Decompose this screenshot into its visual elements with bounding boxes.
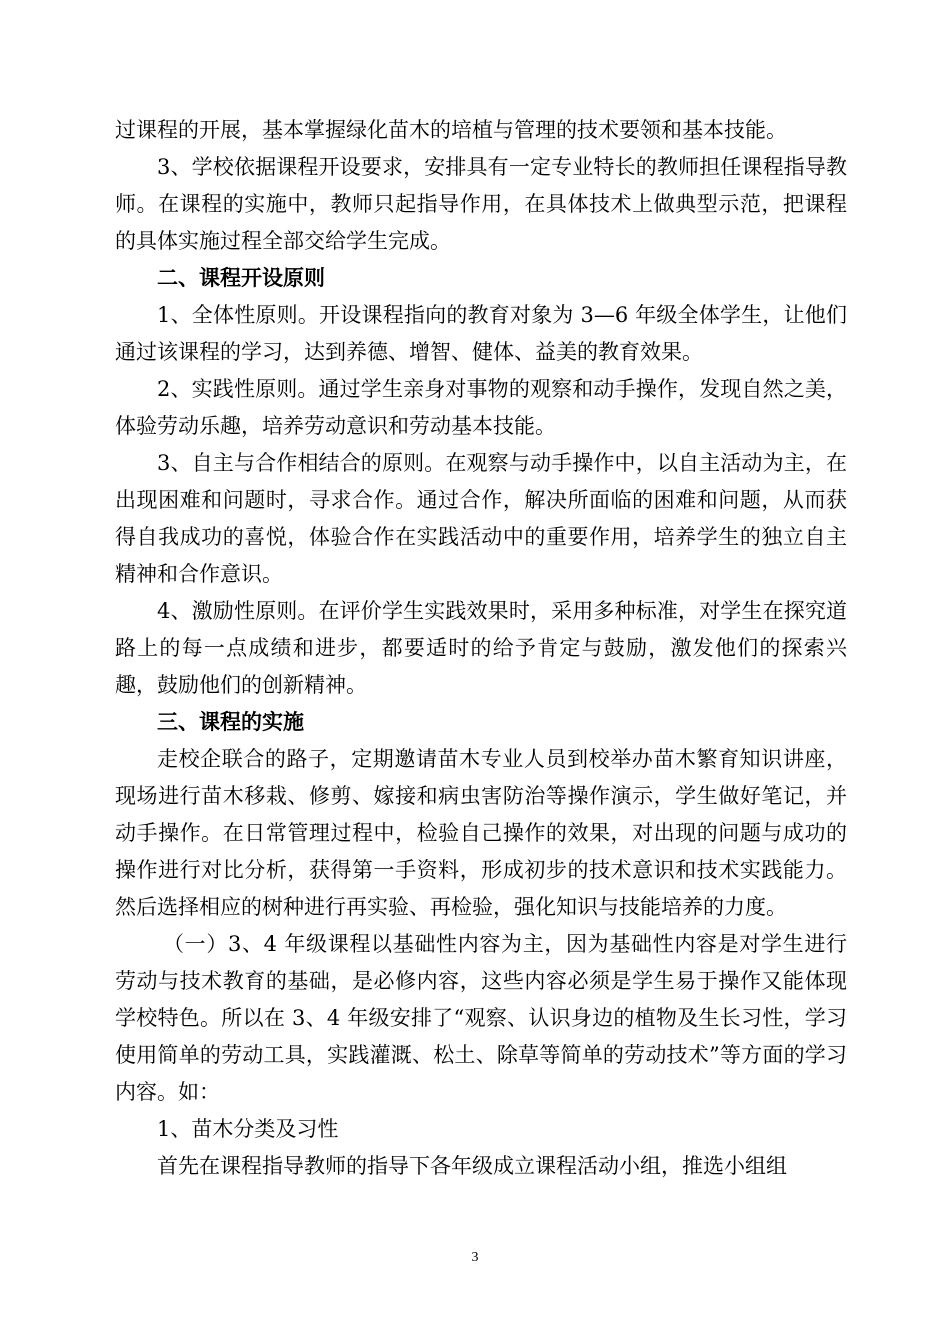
paragraph-principle-1: 1、全体性原则。开设课程指向的教育对象为 3—6 年级全体学生，让他们通过该课程的学习，达到养德、增智、健体、益美的教育效果。: [115, 303, 847, 364]
paragraph-grade-3-4: （一）3、4 年级课程以基础性内容为主，因为基础性内容是对学生进行劳动与技术教育的基础，是必修内容，这些内容必须是学生易于操作又能体现学校特色。所以在 3、4 年级安排了“观察、认识身边的植物及生长习性，学习使用简单的劳动工具，实践灌溉、松土、除草等简单的劳动技术”等方面的学习内容。如：: [115, 932, 847, 1104]
page-number: 3: [471, 1250, 479, 1265]
section-heading-principles: 二、课程开设原则: [157, 266, 325, 290]
subheading-classification: 1、苗木分类及习性: [157, 1117, 339, 1141]
paragraph-principle-2: 2、实践性原则。通过学生亲身对事物的观察和动手操作，发现自然之美，体验劳动乐趣，培养劳动意识和劳动基本技能。: [115, 377, 847, 438]
paragraph-principle-4: 4、激励性原则。在评价学生实践效果时，采用多种标准，对学生在探究道路上的每一点成绩和进步，都要适时的给予肯定与鼓励，激发他们的探索兴趣，鼓励他们的创新精神。: [115, 599, 847, 697]
paragraph-groups: 首先在课程指导教师的指导下各年级成立课程活动小组，推选小组组: [157, 1154, 787, 1178]
paragraph-continuation: 过课程的开展，基本掌握绿化苗木的培植与管理的技术要领和基本技能。: [115, 118, 787, 142]
paragraph-teacher-assignment: 3、学校依据课程开设要求，安排具有一定专业特长的教师担任课程指导教师。在课程的实施中，教师只起指导作用，在具体技术上做典型示范，把课程的具体实施过程全部交给学生完成。: [115, 155, 847, 253]
paragraph-principle-3: 3、自主与合作相结合的原则。在观察与动手操作中，以自主活动为主，在出现困难和问题时，寻求合作。通过合作，解决所面临的困难和问题，从而获得自我成功的喜悦，体验合作在实践活动中的重要作用，培养学生的独立自主精神和合作意识。: [115, 451, 847, 586]
body-text: [115, 112, 847, 1185]
section-heading-implementation: 三、课程的实施: [157, 710, 304, 734]
paragraph-implementation: 走校企联合的路子，定期邀请苗木专业人员到校举办苗木繁育知识讲座，现场进行苗木移栽、修剪、嫁接和病虫害防治等操作演示，学生做好笔记，并动手操作。在日常管理过程中，检验自己操作的效果，对出现的问题与成功的操作进行对比分析，获得第一手资料，形成初步的技术意识和技术实践能力。然后选择相应的树种进行再实验、再检验，强化知识与技能培养的力度。: [115, 747, 847, 919]
